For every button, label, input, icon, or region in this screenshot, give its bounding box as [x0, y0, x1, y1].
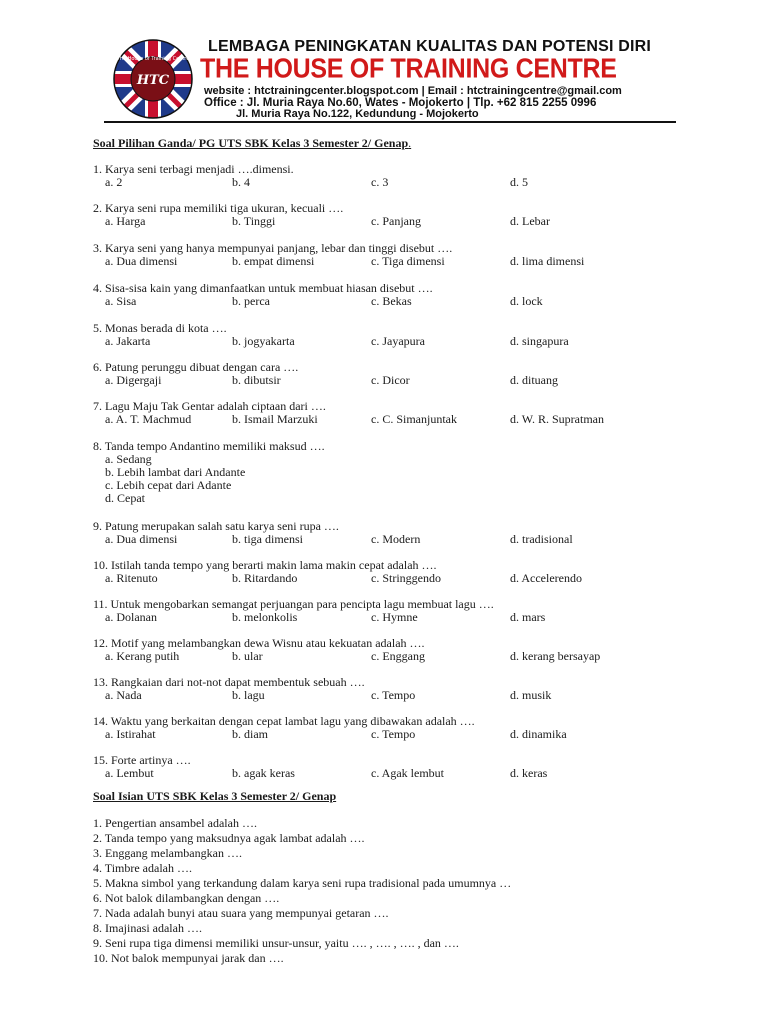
option-c: c. Dicor — [371, 373, 410, 387]
option-b: b. Tinggi — [232, 214, 276, 228]
option-d: d. tradisional — [510, 532, 573, 546]
option-d: d. dinamika — [510, 727, 567, 741]
question-text: 3. Karya seni yang hanya mempunyai panjang, lebar dan tinggi disebut …. — [93, 241, 453, 255]
brand-name: THE HOUSE OF TRAINING CENTRE — [200, 53, 617, 85]
option-c: c. Tempo — [371, 688, 416, 702]
option-c: c. Hymne — [371, 610, 418, 624]
option-c: c. Enggang — [371, 649, 425, 663]
logo-text: HTC — [136, 73, 170, 88]
option-a: a. A. T. Machmud — [105, 412, 192, 426]
mc-section-title: Soal Pilihan Ganda/ PG UTS SBK Kelas 3 Semester 2/ Genap. — [93, 136, 412, 150]
essay-item: 7. Nada adalah bunyi atau suara yang mempunyai getaran …. — [93, 906, 389, 920]
option-d: d. Lebar — [510, 214, 550, 228]
question-2 — [93, 202, 693, 229]
question-text: 11. Untuk mengobarkan semangat perjuangan para pencipta lagu membuat lagu …. — [93, 597, 494, 611]
essay-item: 3. Enggang melambangkan …. — [93, 846, 242, 860]
option-d: d. W. R. Supratman — [510, 412, 605, 426]
option-d: d. musik — [510, 688, 552, 702]
option-d: d. kerang bersayap — [510, 649, 601, 663]
option-c: c. Agak lembut — [371, 766, 444, 780]
option-b: b. tiga dimensi — [232, 532, 303, 546]
header-divider — [104, 121, 676, 123]
question-text: 8. Tanda tempo Andantino memiliki maksud …. — [93, 439, 325, 453]
option-c: c. 3 — [371, 175, 389, 189]
question-text: 10. Istilah tanda tempo yang berarti makin lama makin cepat adalah …. — [93, 558, 437, 572]
essay-section-title: Soal Isian UTS SBK Kelas 3 Semester 2/ Genap — [93, 789, 337, 803]
option-c: c. C. Simanjuntak — [371, 412, 457, 426]
question-text: 13. Rangkaian dari not-not dapat membentuk sebuah …. — [93, 675, 365, 689]
option-d: d. 5 — [510, 175, 528, 189]
option-b: b. ular — [232, 649, 263, 663]
option-c: c. Jayapura — [371, 334, 425, 348]
htc-union-jack-badge-icon — [112, 38, 194, 120]
contact-website-email: website : htctrainingcenter.blogspot.com | Email : htctrainingcentre@gmail.com — [204, 85, 622, 97]
option-a: a. Istirahat — [105, 727, 156, 741]
question-text: 14. Waktu yang berkaitan dengan cepat lambat lagu yang dibawakan adalah …. — [93, 714, 475, 728]
option-a: a. 2 — [105, 175, 123, 189]
question-12 — [93, 637, 693, 664]
essay-item: 6. Not balok dilambangkan dengan …. — [93, 891, 280, 905]
essay-item: 4. Timbre adalah …. — [93, 861, 192, 875]
option-a: a. Dua dimensi — [105, 532, 178, 546]
option-d: d. mars — [510, 610, 546, 624]
option-a: a. Dua dimensi — [105, 254, 178, 268]
question-1 — [93, 163, 693, 190]
option-b: b. lagu — [232, 688, 265, 702]
option-b: b. jogyakarta — [232, 334, 295, 348]
option-a: a. Sisa — [105, 294, 137, 308]
option-b: b. perca — [232, 294, 270, 308]
option-d: d. Cepat — [105, 491, 145, 505]
essay-item: 8. Imajinasi adalah …. — [93, 921, 202, 935]
option-d: d. singapura — [510, 334, 569, 348]
option-b: b. Lebih lambat dari Andante — [105, 465, 246, 479]
letterhead — [0, 0, 768, 122]
option-a: a. Jakarta — [105, 334, 151, 348]
option-c: c. Tiga dimensi — [371, 254, 445, 268]
question-15 — [93, 754, 693, 781]
option-a: a. Nada — [105, 688, 142, 702]
option-b: b. dibutsir — [232, 373, 281, 387]
option-c: c. Stringgendo — [371, 571, 441, 585]
question-11 — [93, 598, 693, 625]
option-a: a. Digergaji — [105, 373, 162, 387]
question-13 — [93, 676, 693, 703]
option-d: d. lima dimensi — [510, 254, 585, 268]
question-10 — [93, 559, 693, 586]
option-b: b. empat dimensi — [232, 254, 315, 268]
option-a: a. Harga — [105, 214, 146, 228]
contact-office: Office : Jl. Muria Raya No.60, Wates - Mojokerto | Tlp. +62 815 2255 0996 — [204, 97, 597, 109]
question-text: 6. Patung perunggu dibuat dengan cara …. — [93, 360, 299, 374]
question-7 — [93, 400, 693, 427]
option-c: c. Panjang — [371, 214, 421, 228]
question-8 — [93, 440, 693, 505]
question-14 — [93, 715, 693, 742]
exam-content — [93, 126, 693, 966]
question-text: 1. Karya seni terbagi menjadi ….dimensi. — [93, 162, 294, 176]
question-4 — [93, 282, 693, 309]
question-text: 15. Forte artinya …. — [93, 753, 191, 767]
option-a: a. Kerang putih — [105, 649, 180, 663]
question-text: 5. Monas berada di kota …. — [93, 321, 227, 335]
option-d: d. dituang — [510, 373, 558, 387]
option-c: c. Bekas — [371, 294, 412, 308]
option-a: a. Lembut — [105, 766, 154, 780]
question-text: 7. Lagu Maju Tak Gentar adalah ciptaan dari …. — [93, 399, 326, 413]
essay-item: 10. Not balok mempunyai jarak dan …. — [93, 951, 284, 965]
question-text: 4. Sisa-sisa kain yang dimanfaatkan untuk membuat hiasan disebut …. — [93, 281, 433, 295]
question-5 — [93, 322, 693, 349]
contact-branch: Jl. Muria Raya No.122, Kedundung - Mojokerto — [236, 108, 479, 120]
essay-item: 5. Makna simbol yang terkandung dalam karya seni rupa tradisional pada umumnya … — [93, 876, 512, 890]
option-c: c. Modern — [371, 532, 421, 546]
option-b: b. melonkolis — [232, 610, 298, 624]
option-d: d. lock — [510, 294, 543, 308]
question-text: 12. Motif yang melambangkan dewa Wisnu atau kekuatan adalah …. — [93, 636, 425, 650]
question-3 — [93, 242, 693, 269]
question-9 — [93, 520, 693, 547]
option-b: b. diam — [232, 727, 268, 741]
option-d: d. keras — [510, 766, 548, 780]
essay-list — [93, 816, 693, 966]
essay-item: 9. Seni rupa tiga dimensi memiliki unsur-unsur, yaitu …. , …. , …. , dan …. — [93, 936, 459, 950]
essay-item: 2. Tanda tempo yang maksudnya agak lambat adalah …. — [93, 831, 365, 845]
org-name: LEMBAGA PENINGKATAN KUALITAS DAN POTENSI DIRI — [208, 38, 652, 55]
option-b: b. agak keras — [232, 766, 295, 780]
question-6 — [93, 361, 693, 388]
option-a: a. Sedang — [105, 452, 152, 466]
option-d: d. Accelerendo — [510, 571, 582, 585]
logo-ring-text: The House of Training Centre — [116, 56, 190, 62]
option-b: b. Ismail Marzuki — [232, 412, 318, 426]
question-text: 9. Patung merupakan salah satu karya seni rupa …. — [93, 519, 339, 533]
essay-item: 1. Pengertian ansambel adalah …. — [93, 816, 257, 830]
option-b: b. 4 — [232, 175, 250, 189]
option-b: b. Ritardando — [232, 571, 298, 585]
option-a: a. Ritenuto — [105, 571, 158, 585]
option-a: a. Dolanan — [105, 610, 157, 624]
option-c: c. Lebih cepat dari Adante — [105, 478, 232, 492]
question-text: 2. Karya seni rupa memiliki tiga ukuran, kecuali …. — [93, 201, 344, 215]
option-c: c. Tempo — [371, 727, 416, 741]
